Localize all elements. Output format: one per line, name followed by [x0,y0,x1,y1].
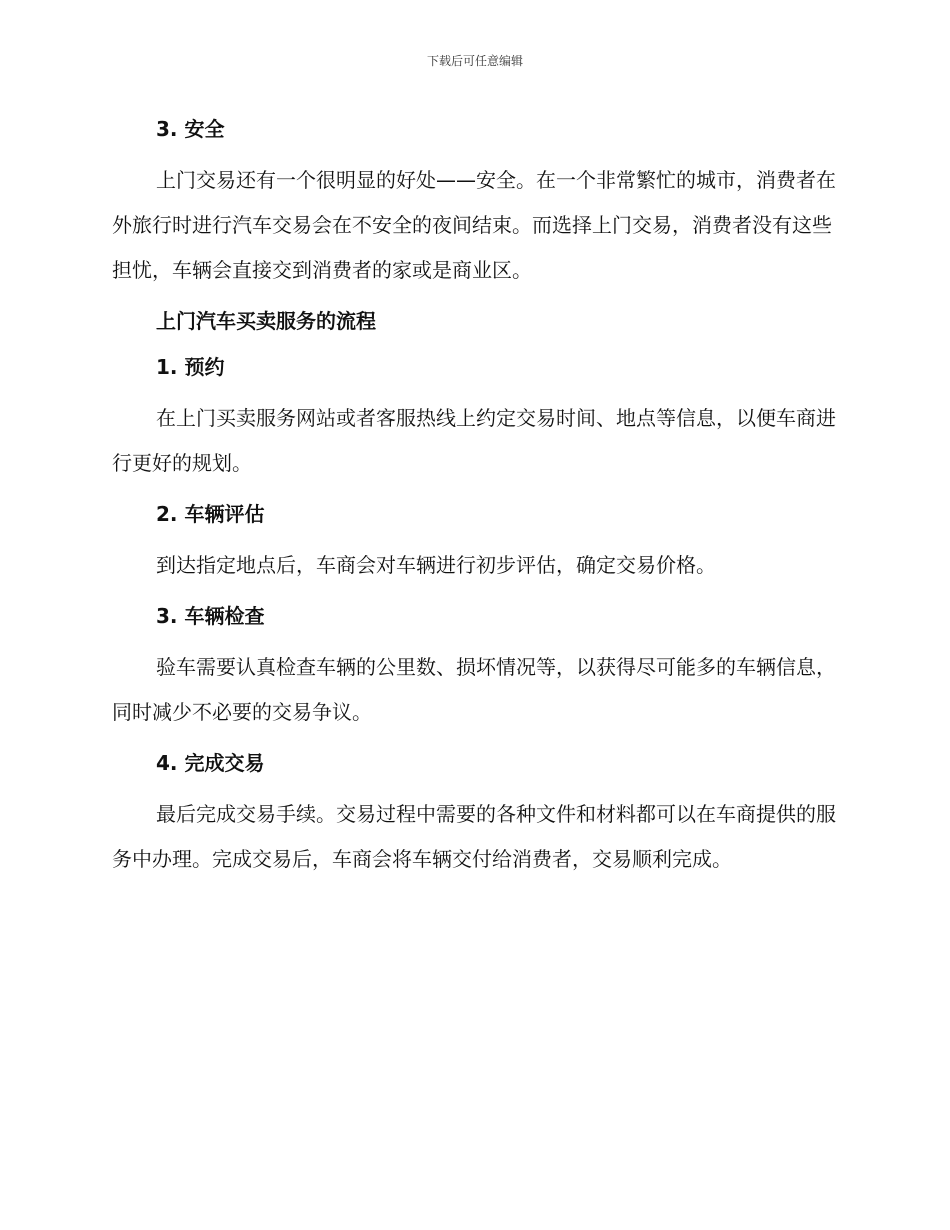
page-header-note: 下载后可任意编辑 [426,54,523,68]
step-heading-inspection: 3. 车辆检查 [156,604,265,628]
section-heading-safety: 3. 安全 [156,117,225,141]
document-body [112,112,838,882]
step-heading-evaluation: 2. 车辆评估 [156,502,265,526]
step-heading-completion: 4. 完成交易 [156,751,265,775]
paragraph-evaluation: 到达指定地点后，车商会对车辆进行初步评估，确定交易价格。 [156,553,716,577]
paragraph-inspection: 验车需要认真检查车辆的公里数、损坏情况等，以获得尽可能多的车辆信息，同时减少不必要的交易争议。 [112,655,836,724]
step-heading-reservation: 1. 预约 [156,355,225,379]
paragraph-completion: 最后完成交易手续。交易过程中需要的各种文件和材料都可以在车商提供的服务中办理。完成交易后，车商会将车辆交付给消费者，交易顺利完成。 [112,802,836,871]
paragraph-reservation: 在上门买卖服务网站或者客服热线上约定交易时间、地点等信息，以便车商进行更好的规划。 [112,406,836,475]
paragraph-safety: 上门交易还有一个很明显的好处——安全。在一个非常繁忙的城市，消费者在外旅行时进行汽车交易会在不安全的夜间结束。而选择上门交易，消费者没有这些担忧，车辆会直接交到消费者的家或是商业区。 [112,168,836,282]
section-heading-process: 上门汽车买卖服务的流程 [156,309,376,333]
